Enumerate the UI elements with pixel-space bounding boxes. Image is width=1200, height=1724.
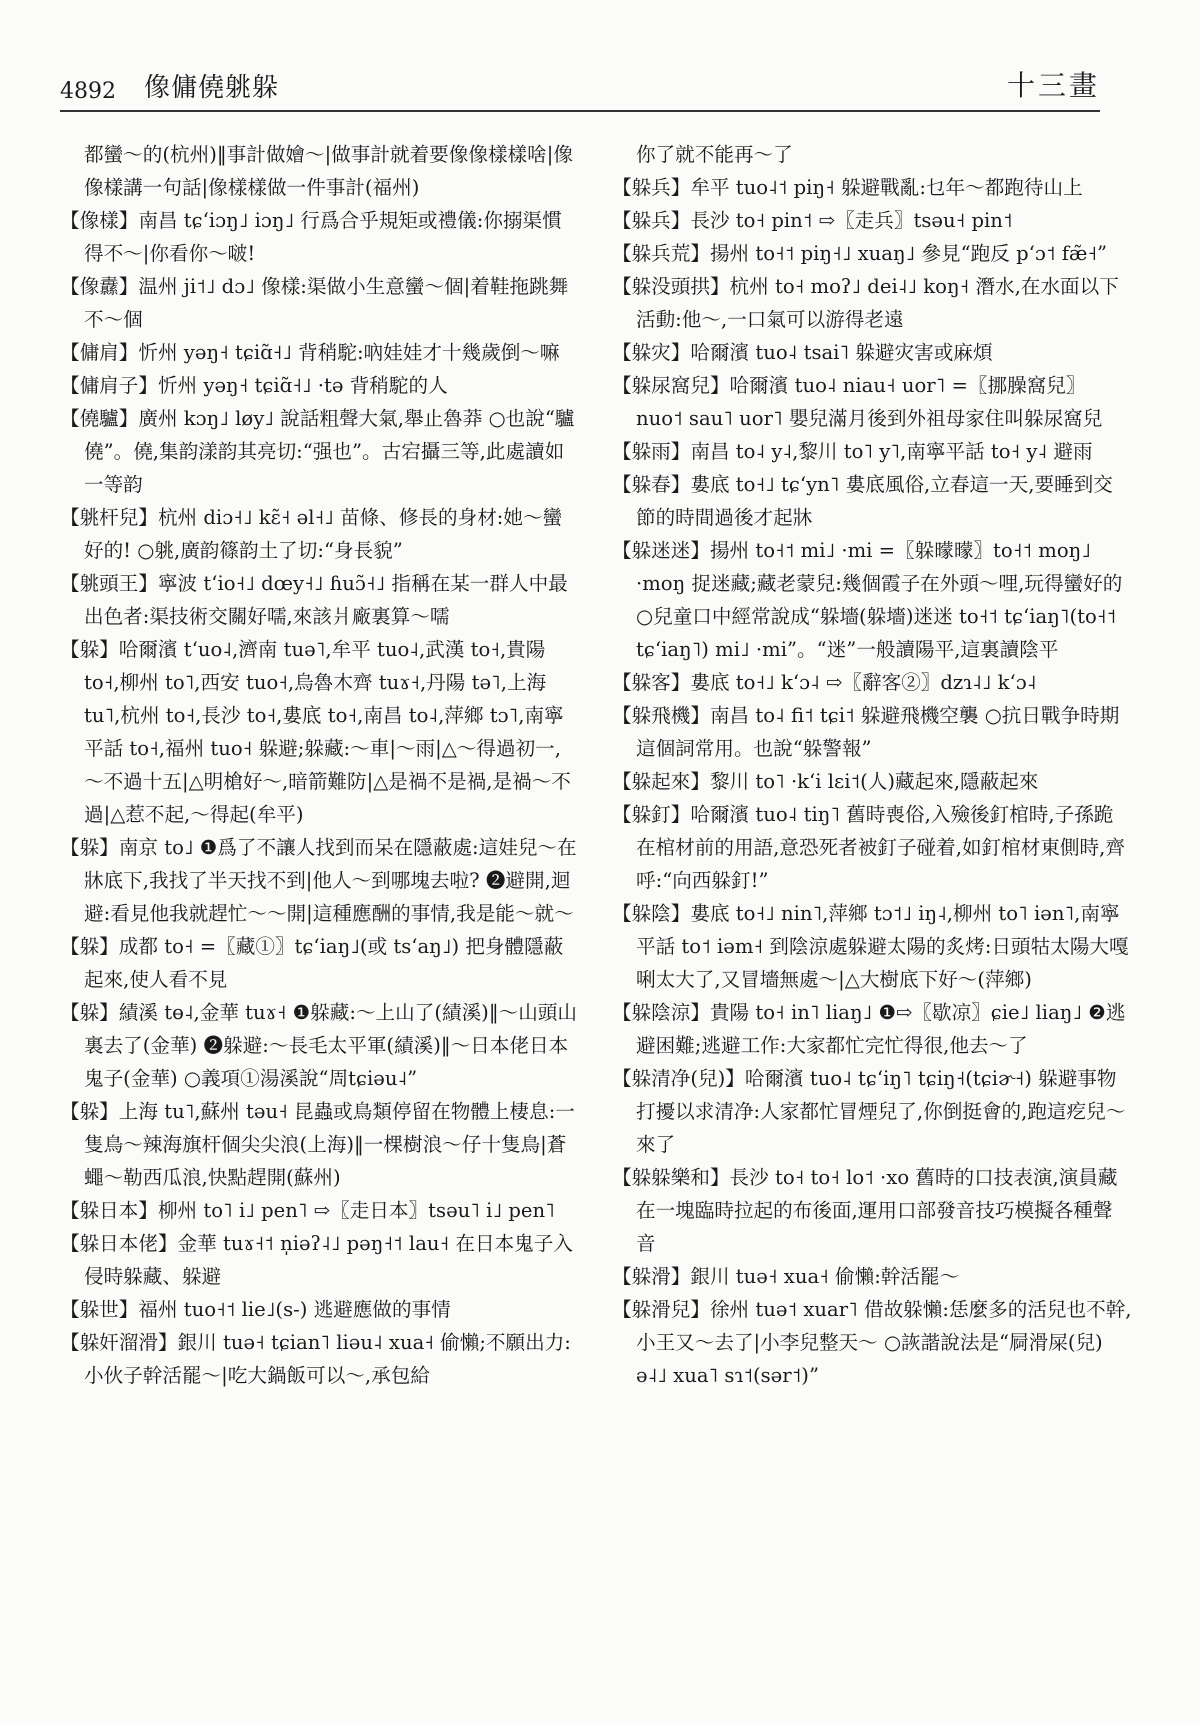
- dictionary-entry: 【躲陰涼】貴陽 to˧ in˥ liaŋ˩ ❶⇨〖歇凉〗ɕie˩ liaŋ˩ ❷逃避困難;逃避工作:大家都忙完忙得很,他去～了: [612, 1001, 1126, 1057]
- dictionary-entry: 【躲没頭拱】杭州 to˧ moʔ˩ dei˨˩ koŋ˧ 潛水,在水面以下活動:他～,一口氣可以游得老遠: [612, 275, 1119, 331]
- dictionary-entry: 【躲日本】柳州 to˥ i˩ pen˥ ⇨〖走日本〗tsəu˥ i˩ pen˥: [60, 1199, 555, 1222]
- dictionary-entry: 【躲迷迷】揚州 to˧˦ mi˩ ·mi =〖躲曚曚〗to˧˦ moŋ˩ ·moŋ 捉迷藏;藏老蒙兒:幾個霞子在外頭～哩,玩得蠻好的 ○兒童口中經常說成“躲墻(躲墻)迷迷 to˧˦ tɕʻiaŋ˥(to˧˦ tɕʻiaŋ˥) mi˩ ·mi”。“迷”一般讀陽平,這裏讀陰平: [612, 539, 1123, 661]
- dictionary-entry: 【躲灾】哈爾濱 tuo˨ tsai˥ 躲避灾害或麻煩: [612, 341, 993, 364]
- dictionary-entry: 【僥驢】廣州 kɔŋ˩ løy˩ 說話粗聲大氣,舉止魯莽 ○也說“驢僥”。僥,集韵漾韵其亮切:“强也”。古宕攝三等,此處讀如一等韵: [60, 407, 575, 496]
- dictionary-entry: 【躲兵】牟平 tuo˨˦ piŋ˧ 躲避戰亂:乜年～都跑待山上: [612, 176, 1083, 199]
- dictionary-entry: 【躲釘】哈爾濱 tuo˨ tiŋ˥ 舊時喪俗,入殮後釘棺時,子孫跪在棺材前的用語,意恐死者被釘子碰着,如釘棺材東側時,齊呼:“向西躲釘!”: [612, 803, 1125, 892]
- dictionary-entry: 【躲】哈爾濱 tʻuo˨,濟南 tuə˥,牟平 tuo˨,武漢 to˧,貴陽 to˧,柳州 to˥,西安 tuo˧,烏魯木齊 tuɤ˧,丹陽 tə˥,上海 tu˥,杭州 to˧,長沙 to˧,婁底 to˧,南昌 to˨,萍鄉 tɔ˥,南寧平話 to˧,福州 tuo˧ 躲避;躲藏:～車|～雨|△～得過初一,～不過十五|△明槍好～,暗箭難防|△是禍不是禍,是禍～不過|△惹不起,～得起(牟平): [60, 638, 571, 826]
- dictionary-entry: 【躲兵荒】揚州 to˧˦ piŋ˧˩ xuaŋ˩ 參見“跑反 pʻɔ˦ fæ̃˧”: [612, 242, 1108, 265]
- dictionary-entry: 【躲奸溜滑】銀川 tuə˧ tɕian˥ liəu˨ xua˧ 偷懶;不願出力:小伙子幹活罷～|吃大鍋飯可以～,承包給: [60, 1331, 571, 1387]
- page-number: 4892: [60, 79, 116, 104]
- dictionary-entry: 【躲日本佬】金華 tuɤ˧˦ n̩iəʔ˨˩ pəŋ˧˦ lau˧ 在日本鬼子入侵時躲藏、躲避: [60, 1232, 573, 1288]
- right-column: [612, 138, 1132, 1392]
- dictionary-entry: 【躲】上海 tu˥,蘇州 təu˧ 昆蟲或鳥類停留在物體上棲息:一隻鳥～辣海旗杆個尖尖浪(上海)‖一棵樹浪～仔十隻鳥|蒼蠅～勒西瓜浪,快點趕開(蘇州): [60, 1100, 575, 1189]
- dictionary-entry: 【躲滑】銀川 tuə˧ xua˧ 偷懶:幹活罷～: [612, 1265, 960, 1288]
- dictionary-entry: 【躲清净(兒)】哈爾濱 tuo˨ tɕʻiŋ˥ tɕiŋ˧(tɕiɚ˧) 躲避事物打擾以求清净:人家都忙冒煙兒了,你倒挺會的,跑這疙兒～來了: [612, 1067, 1126, 1156]
- dictionary-entry: 【躲滑兒】徐州 tuə˦ xuar˥ 借故躲懶:恁麼多的活兒也不幹,小王又～去了|小李兒整天～ ○詼諧說法是“屙滑屎(兒) ə˨˩ xua˥ sɿ˦(sər˦)”: [612, 1298, 1132, 1387]
- dictionary-entry: 【躲客】婁底 to˧˩ kʻɔ˨ ⇨〖辭客②〗dzɿ˨˩ kʻɔ˨: [612, 671, 1037, 694]
- dictionary-entry: 【䠷杆兒】杭州 diɔ˧˩ kɛ̃˧ əl˧˩ 苗條、修長的身材:她～蠻好的! ○䠷,廣韵篠韵土了切:“身長貌”: [60, 506, 563, 562]
- entry-continuation: 你了就不能再～了: [636, 143, 793, 166]
- left-column: [60, 138, 580, 1392]
- dictionary-entry: 【像纛】温州 ji˦˩ dɔ˩ 像樣:渠做小生意蠻～個|着鞋拖跳舞不～個: [60, 275, 569, 331]
- section-label: 十三畫: [1006, 69, 1100, 102]
- dictionary-entry: 【躲陰】婁底 to˧˩ nin˥,萍鄉 tɔ˦˩ iŋ˨,柳州 to˥ iən˥,南寧平話 to˦ iəm˧ 到陰涼處躲避太陽的炙烤:日頭牯太陽大嘎唎太大了,又冒墻無處～|△大樹底下好～(萍鄉): [612, 902, 1129, 991]
- dictionary-entry: 【傭肩】忻州 yəŋ˧ tɕiɑ̃˧˩ 背稍駝:吶娃娃才十幾歲倒～嘛: [60, 341, 560, 364]
- dictionary-entry: 【躲】成都 to˧ =〖藏①〗tɕʻiaŋ˩(或 tsʻaŋ˩) 把身體隱蔽起來,使人看不見: [60, 935, 564, 991]
- dictionary-entry: 【躲尿窩兒】哈爾濱 tuo˨ niau˧ uor˥ =〖挪臊窩兒〗nuo˦ sau˥ uor˥ 嬰兒滿月後到外祖母家住叫躲尿窩兒: [612, 374, 1103, 430]
- dictionary-entry: 【躲春】婁底 to˧˩ tɕʻyn˥ 婁底風俗,立春這一天,要睡到交節的時間過後才起牀: [612, 473, 1113, 529]
- dictionary-entry: 【躲】績溪 tɵ˨,金華 tuɤ˧ ❶躲藏:～上山了(績溪)‖～山頭山裏去了(金華) ❷躲避:～長毛太平軍(績溪)‖～日本佬日本鬼子(金華) ○義項①湯溪說“周tɕiəu˨”: [60, 1001, 577, 1090]
- dictionary-entry: 【傭肩子】忻州 yəŋ˧ tɕiɑ̃˧˩ ·tə 背稍駝的人: [60, 374, 448, 397]
- dictionary-entry: 【躲兵】長沙 to˧ pin˦ ⇨〖走兵〗tsəu˧ pin˦: [612, 209, 1013, 232]
- dictionary-entry: 【躲世】福州 tuo˧˦ lie˩(s-) 逃避應做的事情: [60, 1298, 451, 1321]
- dictionary-entry: 【像樣】南昌 tɕʻiɔŋ˩ iɔŋ˩ 行爲合乎規矩或禮儀:你搦渠慣得不～|你看你～啵!: [60, 209, 562, 265]
- dictionary-entry: 【躲飛機】南昌 to˨ fi˦ tɕi˦ 躲避飛機空襲 ○抗日戰争時期這個詞常用。也說“躲警報”: [612, 704, 1120, 760]
- dictionary-entry: 【䠷頭王】寧波 tʻio˧˩ dœy˧˩ ɦuɔ̃˧˩ 指稱在某一群人中最出色者:渠技術交關好嚅,來該爿廠裏算～嚅: [60, 572, 568, 628]
- page-header: [60, 60, 1100, 112]
- entry-continuation: 都蠻～的(杭州)‖事計做嬒～|做事計就着要像像樣樣啥|像像樣講一句話|像樣樣做一件事計(福州): [84, 143, 573, 199]
- dictionary-entry: 【躲躲樂和】長沙 to˧ to˧ lo˦ ·xo 舊時的口技表演,演員藏在一塊臨時拉起的布後面,運用口部發音技巧模擬各種聲音: [612, 1166, 1118, 1255]
- head-words: 像傭僥䠷躲: [144, 73, 280, 103]
- dictionary-entry: 【躲雨】南昌 to˨ y˨,黎川 to˥ y˥,南寧平話 to˧ y˨ 避雨: [612, 440, 1093, 463]
- dictionary-entry: 【躲起來】黎川 to˥ ·kʻi lɛi˦(人)藏起來,隱蔽起來: [612, 770, 1039, 793]
- dictionary-entry: 【躲】南京 to˩ ❶爲了不讓人找到而呆在隱蔽處:這娃兒～在牀底下,我找了半天找不到|他人～到哪塊去啦? ❷避開,迴避:看見他我就趕忙～～開|這種應酬的事情,我是能～就～: [60, 836, 577, 925]
